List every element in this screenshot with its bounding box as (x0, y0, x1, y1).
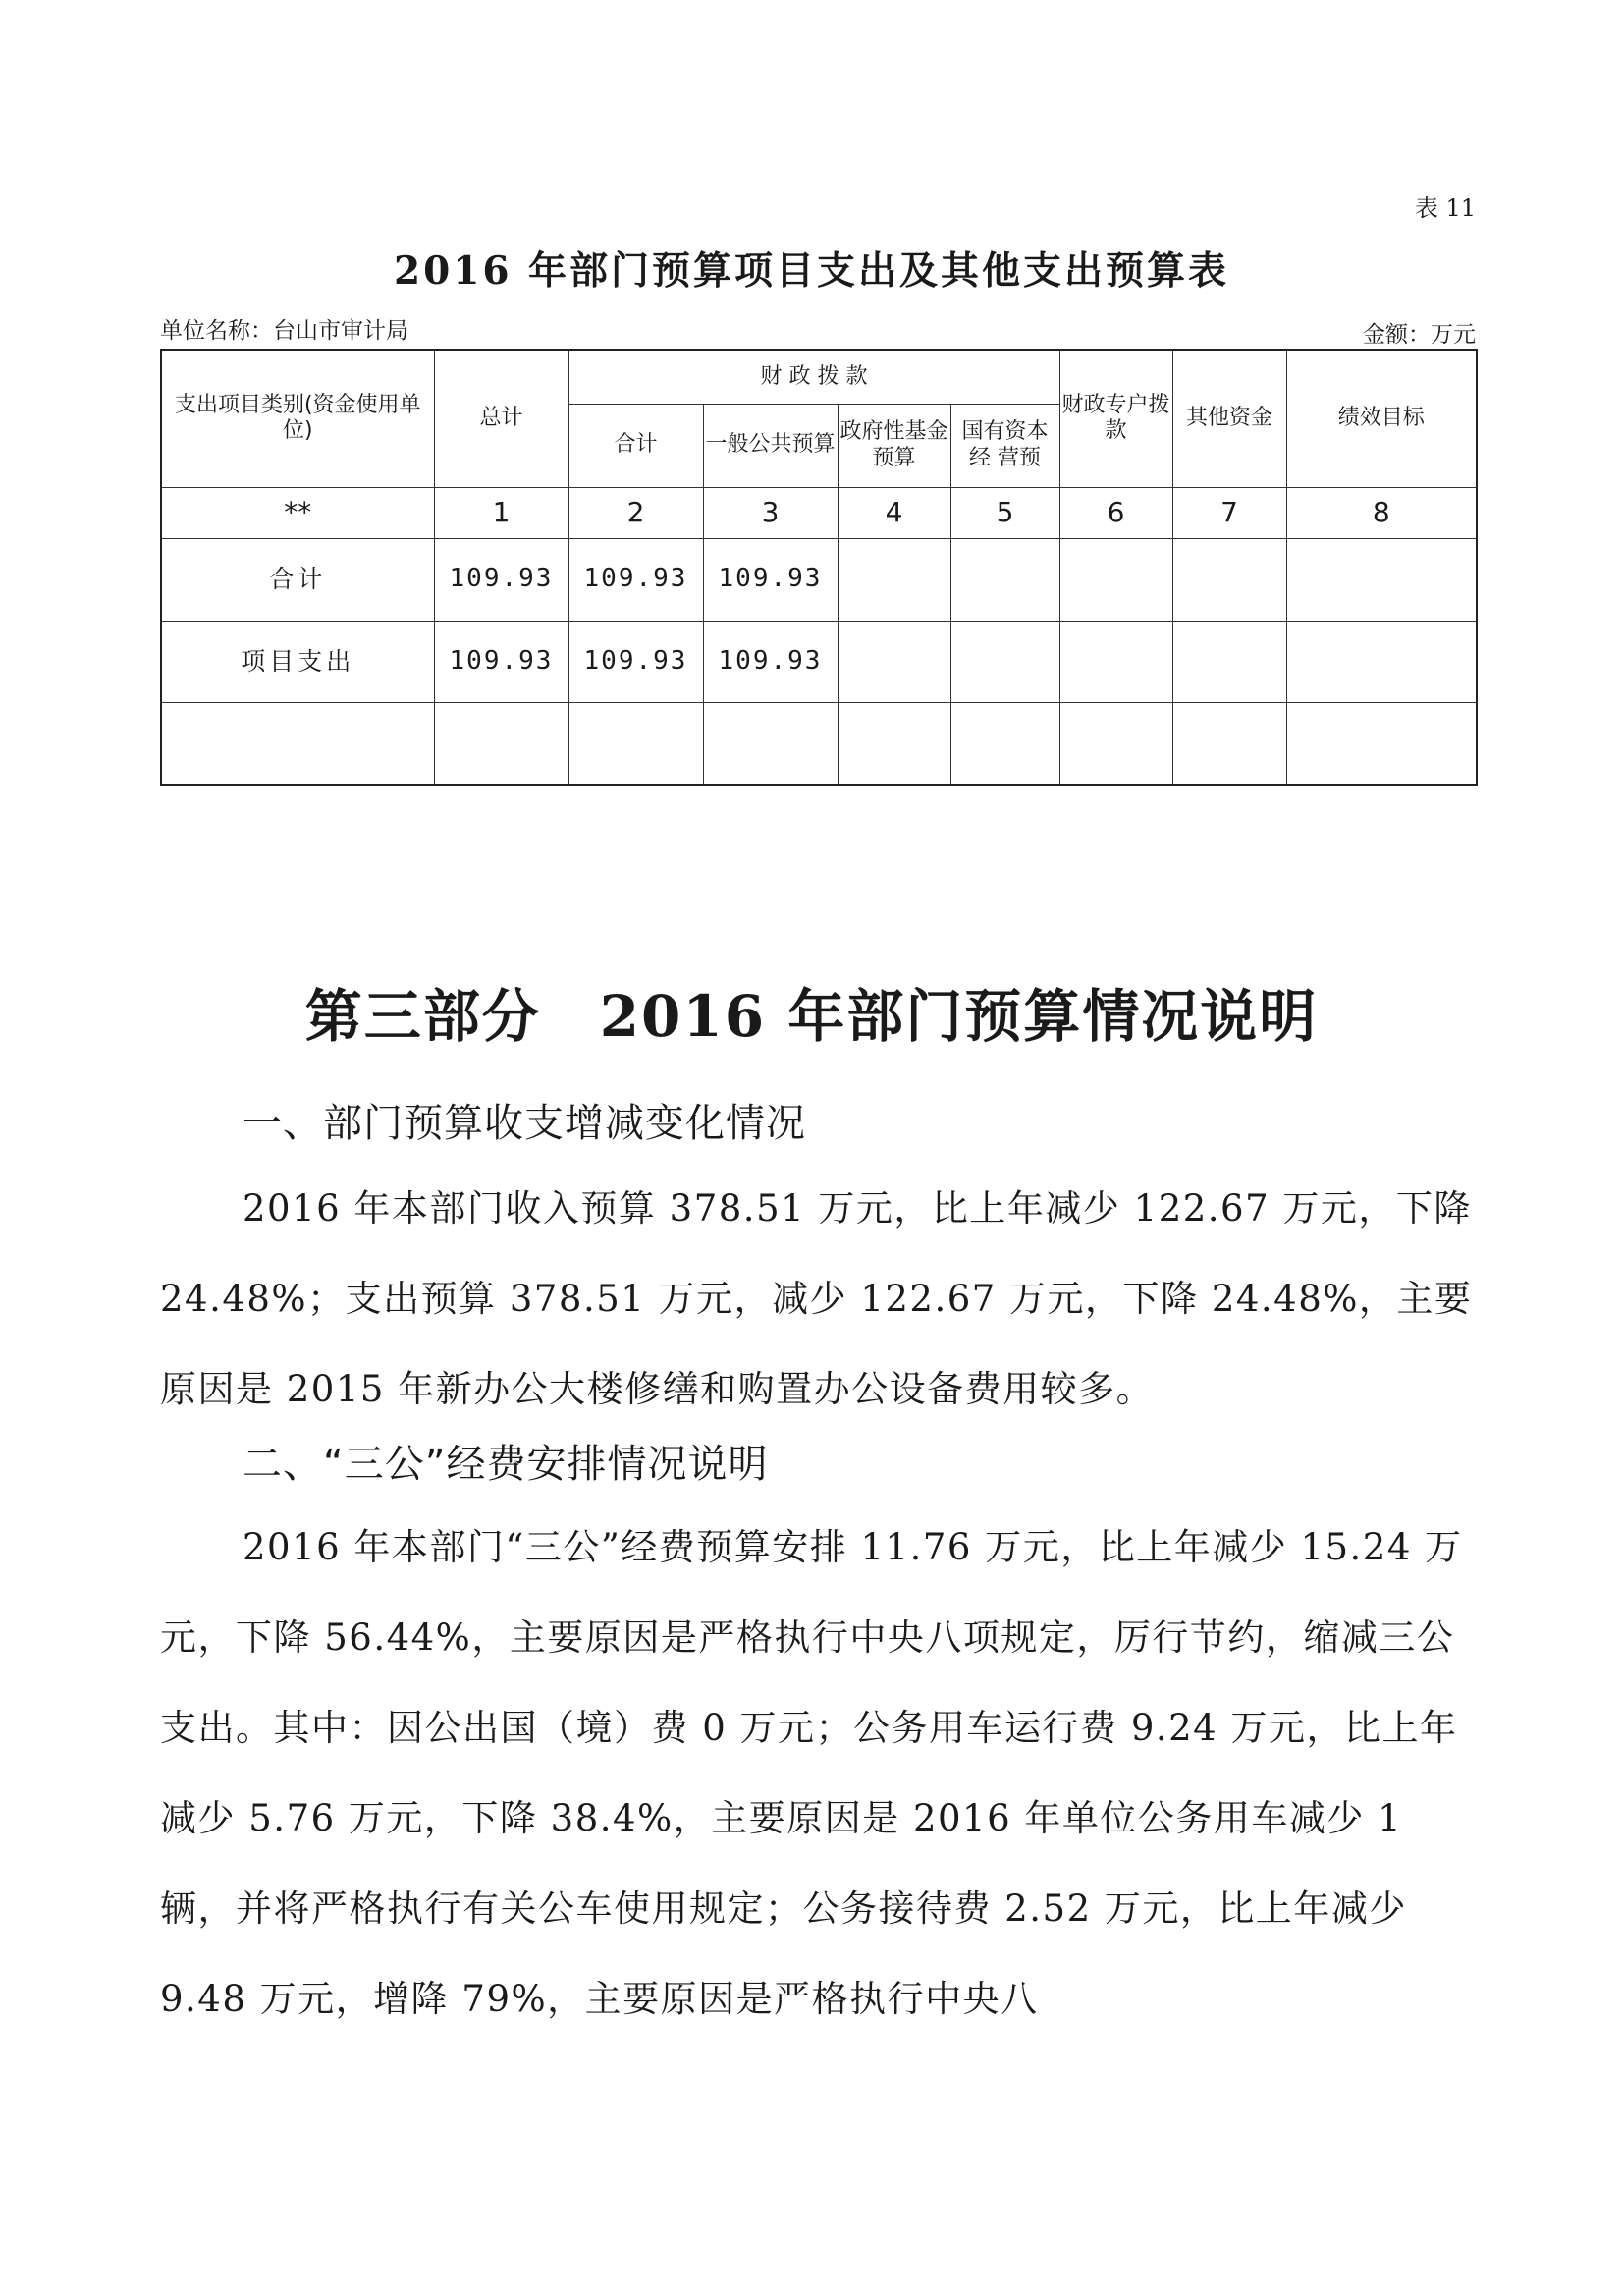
index-cell: 1 (434, 487, 568, 538)
table-cell (950, 621, 1059, 702)
header-special-fiscal: 财政专户拨款 (1059, 350, 1172, 487)
header-total: 总计 (434, 350, 568, 487)
index-cell: 4 (838, 487, 950, 538)
table-cell (1059, 538, 1172, 621)
index-cell: 2 (568, 487, 703, 538)
table-cell (1059, 702, 1172, 785)
table-cell (703, 702, 838, 785)
table-cell (1059, 621, 1172, 702)
budget-table (160, 349, 1478, 786)
document-title: 2016 年部门预算项目支出及其他支出预算表 (393, 248, 1230, 294)
table-cell: 109.93 (703, 538, 838, 621)
table-cell (434, 702, 568, 785)
amount-unit-label: 金额：万元 (1363, 322, 1476, 348)
index-cell: 6 (1059, 487, 1172, 538)
table-row (161, 702, 1477, 785)
row-label: 项目支出 (161, 621, 434, 702)
table-row (161, 621, 1477, 702)
index-cell: 5 (950, 487, 1059, 538)
header-state-capital: 国有资本经 营预 (950, 404, 1059, 487)
index-cell: 3 (703, 487, 838, 538)
table-cell: 109.93 (434, 538, 568, 621)
header-other-funds: 其他资金 (1172, 350, 1286, 487)
table-cell: 109.93 (703, 621, 838, 702)
table-cell: 109.93 (568, 621, 703, 702)
index-cell: ** (161, 487, 434, 538)
table-cell (1286, 702, 1477, 785)
table-number: 表 11 (1414, 194, 1476, 222)
index-cell: 7 (1172, 487, 1286, 538)
table-cell (1286, 538, 1477, 621)
index-cell: 8 (1286, 487, 1477, 538)
header-general-public: 一般公共预算 (703, 404, 838, 487)
paragraph-budget-changes: 2016 年本部门收入预算 378.51 万元，比上年减少 122.67 万元，下降 24.48%；支出预算 378.51 万元，减少 122.67 万元，下降 24.48%，主要原因是 2015 年新办公大楼修缮和购置办公设备费用较多。 (160, 1187, 1473, 1410)
table-cell (950, 538, 1059, 621)
table-cell (1172, 621, 1286, 702)
table-cell (568, 702, 703, 785)
table-cell (838, 538, 950, 621)
table-cell: 109.93 (568, 538, 703, 621)
table-cell (1286, 621, 1477, 702)
header-fiscal-allocation: 财 政 拨 款 (568, 350, 1059, 404)
row-label (161, 702, 434, 785)
heading-budget-changes: 一、部门预算收支增减变化情况 (243, 1101, 806, 1146)
table-cell (950, 702, 1059, 785)
table-cell (838, 702, 950, 785)
header-performance: 绩效目标 (1286, 350, 1477, 487)
section-title: 第三部分 2016 年部门预算情况说明 (304, 983, 1319, 1050)
table-cell (1172, 702, 1286, 785)
table-row (161, 538, 1477, 621)
table-cell (838, 621, 950, 702)
index-row (161, 487, 1477, 538)
table-cell (1172, 538, 1286, 621)
row-label: 合计 (161, 538, 434, 621)
unit-name-label: 单位名称：台山市审计局 (160, 318, 408, 344)
heading-three-public-expenses: 二、“三公”经费安排情况说明 (243, 1442, 769, 1487)
table-cell: 109.93 (434, 621, 568, 702)
header-item-category: 支出项目类别(资金使用单 位) (161, 350, 434, 487)
paragraph-three-public-expenses: 2016 年本部门“三公”经费预算安排 11.76 万元，比上年减少 15.24 万元，下降 56.44%，主要原因是严格执行中央八项规定，厉行节约，缩减三公支出。其中：因公出国（境）费 0 万元；公务用车运行费 9.24 万元，比上年减少 5.76 万元，下降 38.4%，主要原因是 2016 年单位公务用车减少 1 辆，并将严格执行有关公车使用规定；公务接待费 2.52 万元，比上年减少 9.48 万元，增降 79%，主要原因是严格执行中央八 (160, 1526, 1463, 2020)
header-sum: 合计 (568, 404, 703, 487)
header-gov-fund: 政府性基金预算 (838, 404, 950, 487)
